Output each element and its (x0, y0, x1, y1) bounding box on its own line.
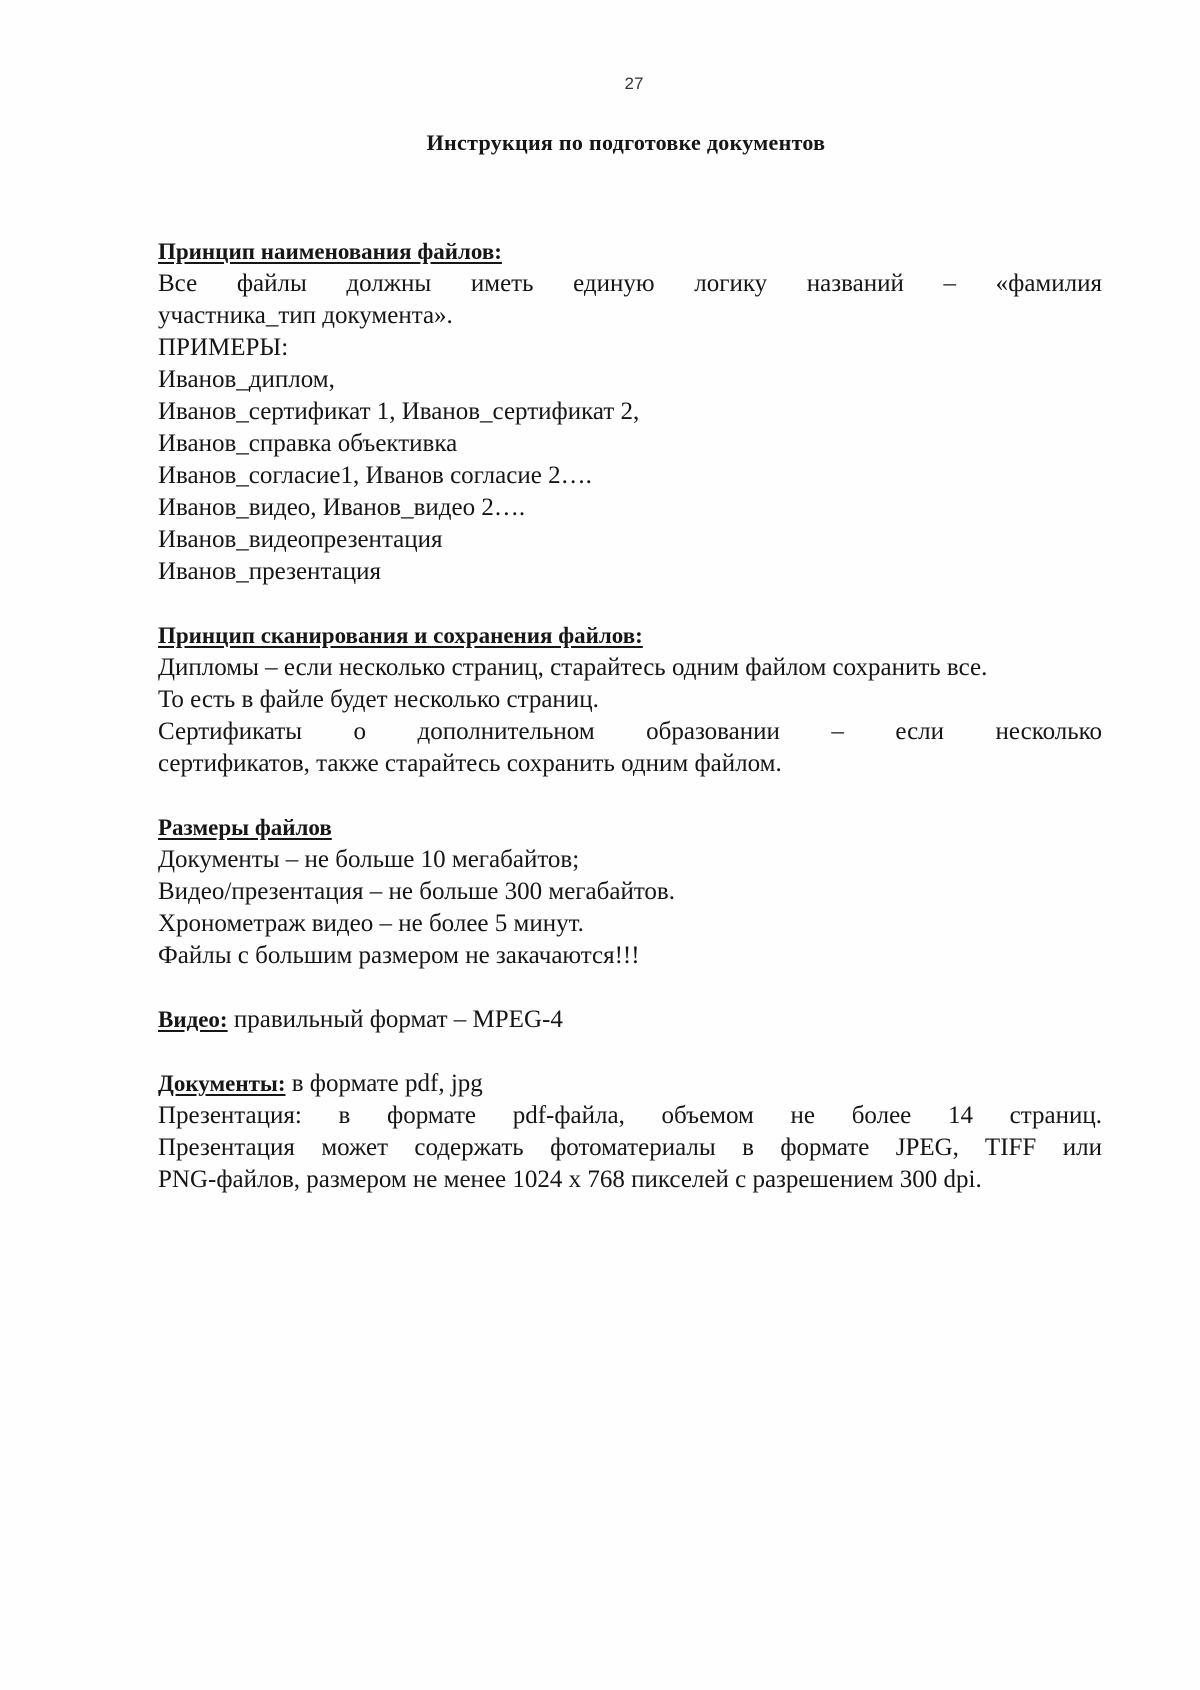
section-gap (158, 1036, 1102, 1068)
scanning-line-3: Сертификаты о дополнительном образовании – если несколько (158, 718, 1102, 745)
document-body (158, 236, 1102, 1196)
naming-intro-line-2: участника_тип документа». (158, 302, 453, 329)
page-number: 27 (624, 74, 644, 93)
documents-heading: Документы: (158, 1071, 286, 1096)
document-title: Инструкция по подготовке документов (426, 130, 826, 155)
naming-heading: Принцип наименования файлов: (158, 239, 502, 264)
example-item: Иванов_видеопрезентация (158, 526, 443, 553)
documents-line-1: Презентация: в формате pdf-файла, объемом не более 14 страниц. (158, 1102, 1102, 1129)
section-gap (158, 972, 1102, 1004)
section-gap (158, 588, 1102, 620)
examples-label: ПРИМЕРЫ: (158, 334, 289, 361)
video-line (158, 1004, 1102, 1036)
naming-intro-line-1: Все файлы должны иметь единую логику названий – «фамилия (158, 270, 1102, 297)
example-item: Иванов_диплом, (158, 366, 335, 393)
sizes-line: Хронометраж видео – не более 5 минут. (158, 910, 584, 937)
video-heading: Видео: (158, 1007, 228, 1032)
example-item: Иванов_видео, Иванов_видео 2…. (158, 494, 526, 521)
video-text: правильный формат – MPEG-4 (227, 1006, 563, 1033)
documents-line-3: PNG-файлов, размером не менее 1024 х 768 пикселей с разрешением 300 dpi. (158, 1166, 982, 1193)
scanning-line-1: Дипломы – если несколько страниц, старайтесь одним файлом сохранить все. (158, 654, 988, 681)
scanning-line-2: То есть в файле будет несколько страниц. (158, 686, 599, 713)
example-item: Иванов_справка объективка (158, 430, 458, 457)
documents-line-2: Презентация может содержать фотоматериалы в формате JPEG, TIFF или (158, 1134, 1102, 1161)
sizes-line: Файлы с большим размером не закачаются!!! (158, 942, 640, 969)
documents-line (158, 1068, 1102, 1100)
scanning-line-4: сертификатов, также старайтесь сохранить одним файлом. (158, 750, 782, 777)
example-item: Иванов_согласие1, Иванов согласие 2…. (158, 462, 592, 489)
section-gap (158, 780, 1102, 812)
documents-text: в формате pdf, jpg (285, 1070, 483, 1097)
scanning-heading: Принцип сканирования и сохранения файлов: (158, 623, 643, 648)
sizes-line: Документы – не больше 10 мегабайтов; (158, 846, 580, 873)
sizes-heading: Размеры файлов (158, 815, 332, 840)
example-item: Иванов_презентация (158, 558, 382, 585)
sizes-line: Видео/презентация – не больше 300 мегабайтов. (158, 878, 675, 905)
example-item: Иванов_сертификат 1, Иванов_сертификат 2, (158, 398, 640, 425)
